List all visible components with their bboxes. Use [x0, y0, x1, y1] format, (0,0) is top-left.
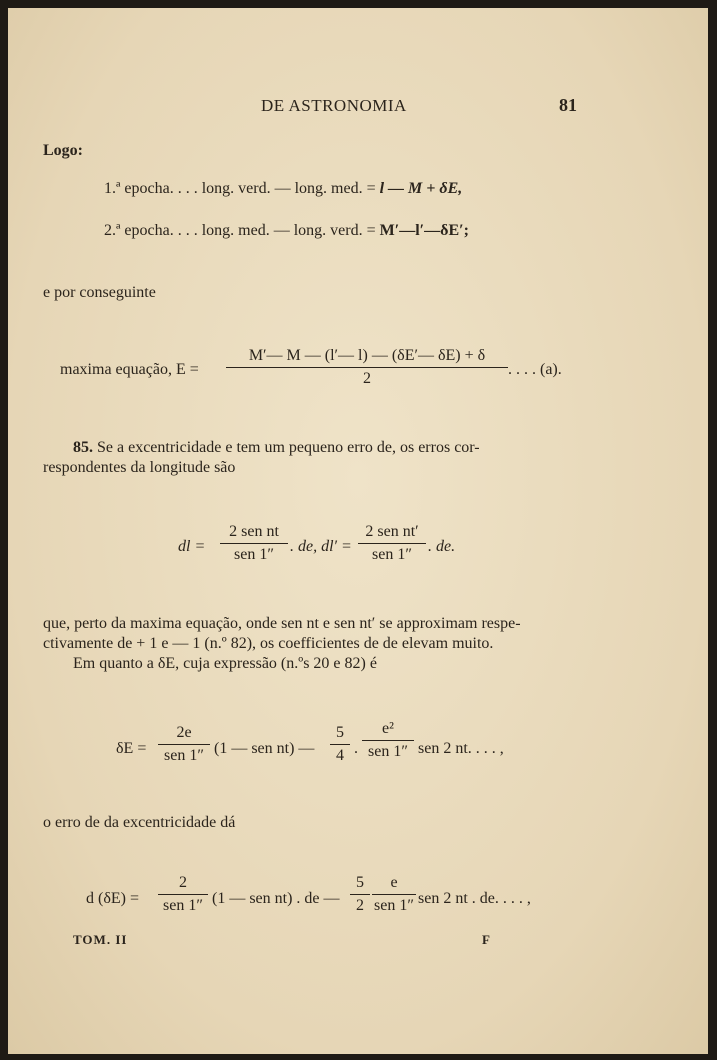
max-eq-tag: . . . . (a).	[508, 361, 562, 378]
dl-lhs: dl =	[178, 538, 206, 555]
dl-end: . de.	[428, 538, 456, 555]
deltaE-mid: (1 — sen nt) —	[214, 740, 315, 757]
d-deltaE-denominator-3: sen 1″	[374, 897, 414, 914]
d-deltaE-fraction-3	[372, 874, 416, 915]
max-eq-fraction	[226, 347, 508, 388]
dl-mid: . de, dl′ =	[290, 538, 352, 555]
deltaE-fraction-3	[362, 720, 414, 761]
section-number: 85.	[73, 439, 93, 456]
d-deltaE-end: sen 2 nt . de. . . . ,	[418, 890, 531, 907]
d-deltaE-denominator-2: 2	[356, 897, 364, 914]
deltaE-denominator-1: sen 1″	[164, 747, 204, 764]
deltaE-denominator-2: 4	[336, 747, 344, 764]
d-deltaE-mid: (1 — sen nt) . de —	[212, 890, 340, 907]
deltaE-lhs: δE =	[116, 740, 147, 757]
deltaE-numerator-3: e²	[382, 720, 394, 737]
max-eq-label: maxima equação, E =	[60, 361, 199, 378]
d-deltaE-numerator-1: 2	[179, 874, 187, 891]
deltaE-fraction-1	[158, 724, 210, 765]
epoch1-rhs: l — M + δE,	[379, 180, 463, 197]
d-deltaE-denominator-1: sen 1″	[163, 897, 203, 914]
coefficients-line1: que, perto da maxima equação, onde sen nt e sen nt′ se approximam respe-	[43, 615, 521, 632]
error-text: o erro de da excentricidade dá	[43, 814, 236, 831]
coefficients-line2: ctivamente de + 1 e — 1 (n.º 82), os coefficientes de de elevam muito.	[43, 635, 494, 652]
bleed-through-texture	[428, 158, 432, 175]
page-number: 81	[559, 95, 577, 115]
deltaE-dot: .	[354, 740, 358, 757]
section-85-line1: Se a excentricidade e tem um pequeno erro de, os erros cor-	[97, 439, 480, 456]
epoch2-label: 2.ª epocha. . . . long. med. — long. verd. =	[104, 222, 376, 239]
section-85-line2: respondentes da longitude são	[43, 459, 236, 476]
logo-label: Logo:	[43, 142, 83, 159]
epoch1-label: 1.ª epocha. . . . long. verd. — long. med. =	[104, 180, 376, 197]
dl-denominator-1: sen 1″	[234, 546, 274, 563]
dl-fraction-2	[358, 523, 426, 564]
dl-numerator-1: 2 sen nt	[229, 523, 279, 540]
deltaE-numerator-2: 5	[336, 724, 344, 741]
d-deltaE-lhs: d (δE) =	[86, 890, 139, 907]
max-eq-denominator: 2	[363, 370, 371, 387]
d-deltaE-numerator-3: e	[390, 874, 398, 891]
volume-label: TOM. II	[73, 932, 128, 947]
dl-numerator-2: 2 sen nt′	[365, 523, 419, 540]
max-eq-numerator: M′— M — (l′— l) — (δE′— δE) + δ	[248, 347, 486, 364]
epoch2-rhs: M′—l′—δE′;	[379, 222, 469, 239]
deltaE-numerator-1: 2e	[176, 724, 192, 741]
deltaE-fraction-2	[330, 724, 350, 765]
coefficients-line3: Em quanto a δE, cuja expressão (n.ºs 20 e 82) é	[73, 655, 377, 672]
epoch2-equation	[104, 222, 469, 240]
consequently-text: e por conseguinte	[43, 284, 156, 301]
section-85-paragraph	[43, 438, 583, 478]
d-deltaE-fraction-1	[158, 874, 208, 915]
d-deltaE-fraction-2	[350, 874, 370, 915]
book-page	[8, 8, 708, 1054]
epoch1-equation	[104, 180, 462, 198]
deltaE-end: sen 2 nt. . . . ,	[418, 740, 504, 757]
d-deltaE-numerator-2: 5	[356, 874, 364, 891]
signature-mark: F	[482, 932, 491, 947]
dl-denominator-2: sen 1″	[372, 546, 412, 563]
coefficients-paragraph	[43, 614, 583, 674]
dl-fraction-1	[220, 523, 288, 564]
deltaE-denominator-3: sen 1″	[368, 743, 408, 760]
running-title: DE ASTRONOMIA	[261, 96, 407, 115]
